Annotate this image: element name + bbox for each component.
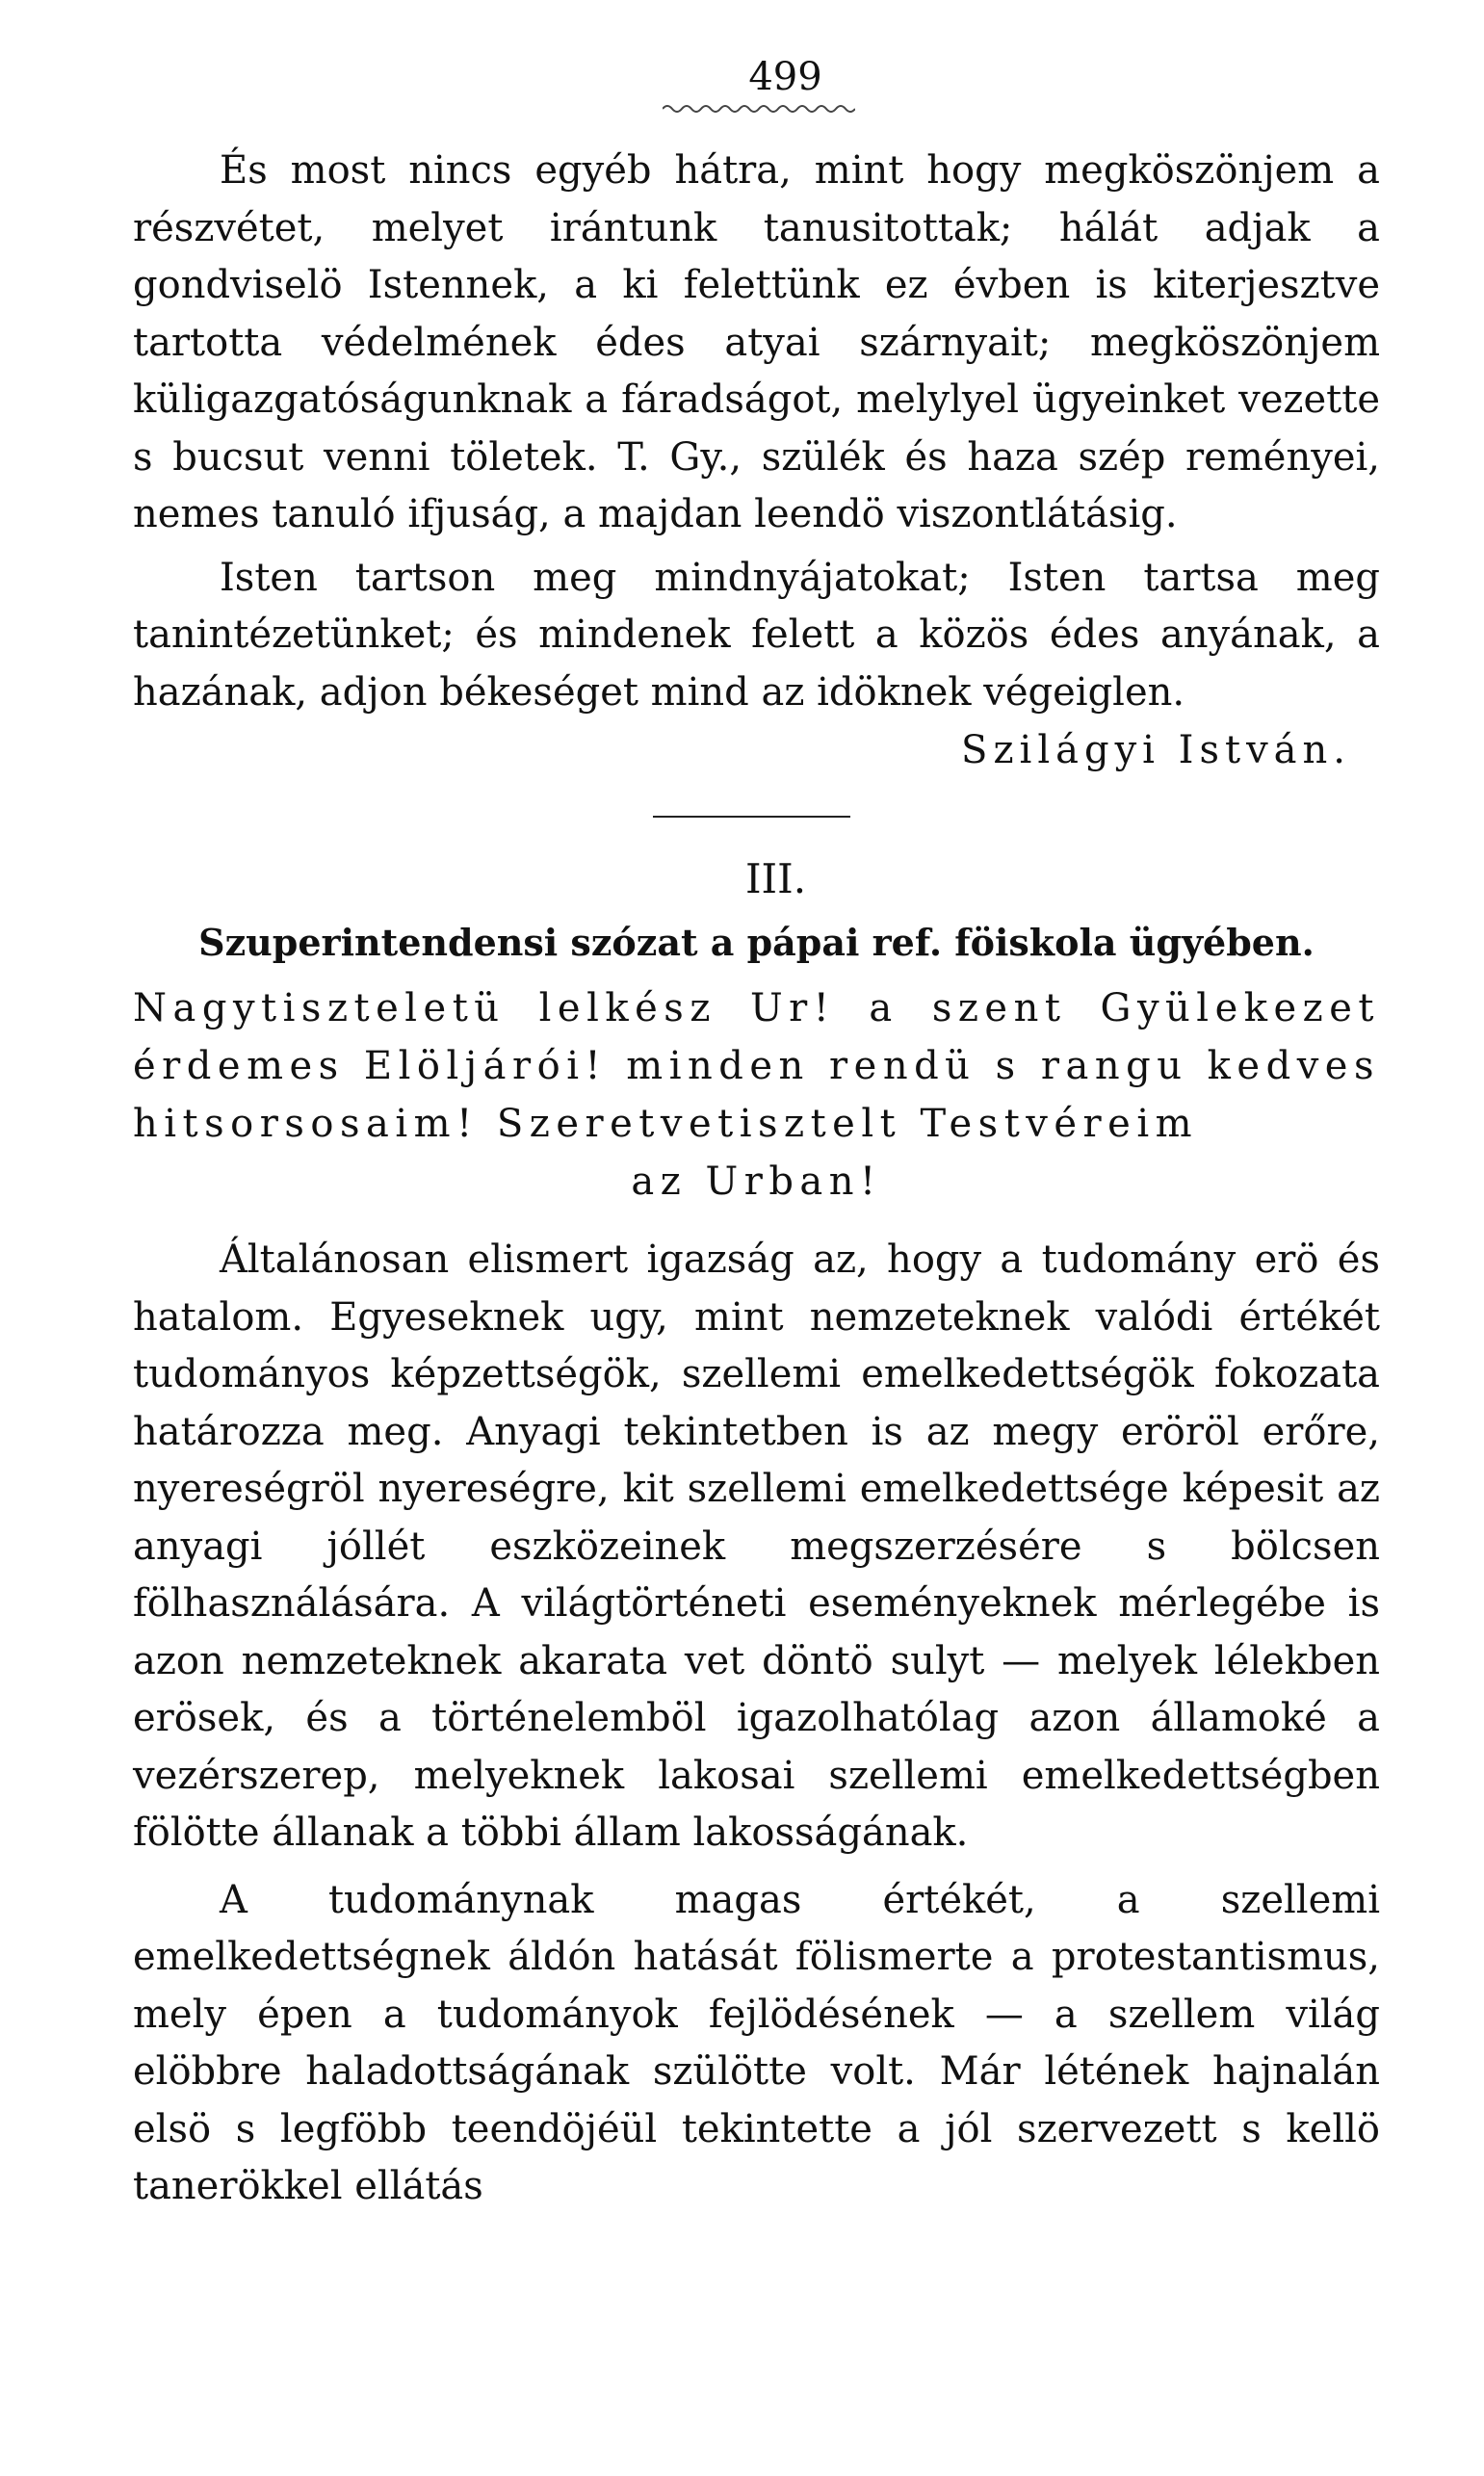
paragraph-closing: És most nincs egyéb hátra, mint hogy megköszönjem a részvétet, melyet irántunk tanusitottak; hálát adjak a gondviselö Istennek, a ki felettünk ez évben is kiterjesztve tartotta védelmének édes atyai szárnyait; megköszönjem küligazgatóságunknak a fáradságot, melylyel ügyeinket vezette s bucsut venni töletek. T. Gy., szülék és haza szép reményei, nemes tanuló ifjuság, a majdan leendö viszontlátásig.	[133, 148, 1380, 536]
salutation-end: az Urban!	[631, 1160, 882, 1204]
wavy-ornament-icon	[663, 102, 855, 116]
page-number: 499	[748, 55, 822, 99]
section-divider	[653, 816, 850, 818]
section-title: Szuperintendensi szózat a pápai ref. föiskola ügyében.	[198, 921, 1315, 964]
salutation: Nagytiszteletü lelkész Ur! a szent Gyülekezet érdemes Elöljárói! minden rendü s rangu kedves hitsorsosaim! Szeretvetisztelt Testvéreim	[133, 986, 1380, 1146]
book-page	[133, 55, 1380, 2216]
paragraph-knowledge: Általánosan elismert igazság az, hogy a tudomány erö és hatalom. Egyeseknek ugy, mint nemzeteknek valódi értékét tudományos képzettségök, szellemi emelkedettségök fokozata határozza meg. Anyagi tekintetben is az megy eröröl erőre, nyereségröl nyereségre, kit szellemi emelkedettsége képesit az anyagi jóllét eszközeinek megszerzésére s bölcsen fölhasználására. A világtörténeti eseményeknek mérlegébe is azon nemzeteknek akarata vet döntö sulyt — melyek lélekben erösek, és a történelemböl igazolhatólag azon államoké a vezérszerep, melyeknek lakosai szellemi emelkedettségben fölötte állanak a többi állam lakosságának.	[133, 1238, 1380, 1855]
paragraph-protestantism: A tudománynak magas értékét, a szellemi emelkedettségnek áldón hatását fölismerte a protestantismus, mely épen a tudományok fejlödésének — a szellem világ elöbbre haladottságának szülötte volt. Már létének hajnalán elsö s legföbb teendöjéül tekintette a jól szervezett s kellö tanerökkel ellátás	[133, 1877, 1380, 2208]
paragraph-blessing: Isten tartson meg mindnyájatokat; Isten tartsa meg tanintézetünket; és mindenek felett a közös édes anyának, a hazának, adjon békeséget mind az idöknek végeiglen.	[133, 555, 1380, 715]
section-number: III.	[744, 855, 807, 902]
signature: Szilágyi István.	[961, 728, 1351, 772]
